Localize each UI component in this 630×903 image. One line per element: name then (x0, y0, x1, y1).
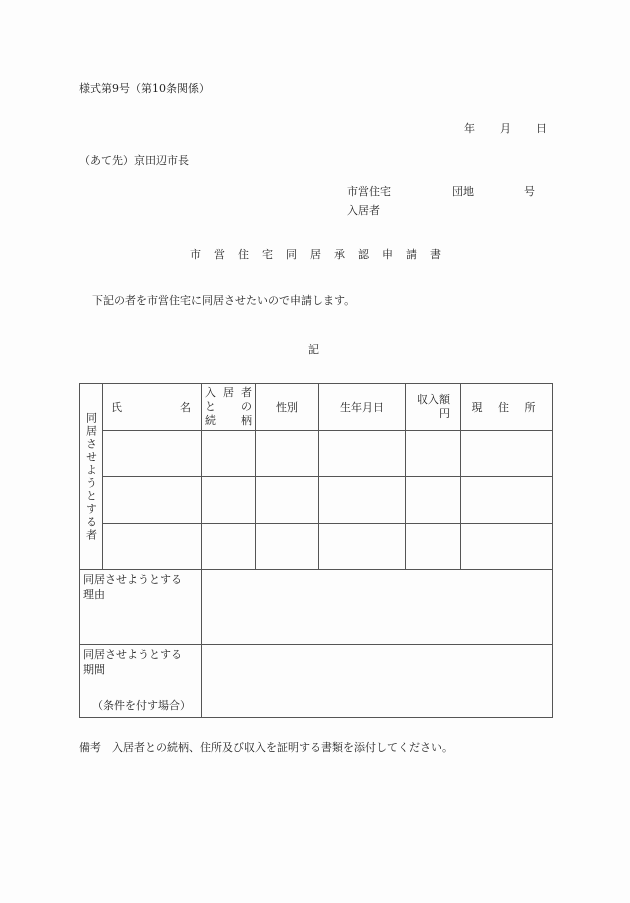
rel-char: 者 (241, 386, 252, 399)
unit-label: 号 (524, 185, 535, 198)
side-label-cell (80, 384, 103, 570)
name-input[interactable] (103, 524, 202, 570)
header-address: 現 住 所 (461, 384, 553, 431)
relation-input[interactable] (202, 477, 256, 524)
date-year-label: 年 (464, 122, 475, 135)
header-gender: 性別 (256, 384, 319, 431)
period-label-line1: 同居させようとする (83, 648, 182, 661)
period-label-line2: 期間 (83, 663, 105, 676)
income-unit: 円 (439, 407, 450, 420)
period-note: （条件を付す場合） (92, 699, 191, 712)
header-name-left: 氏 (111, 401, 122, 414)
name-input[interactable] (103, 431, 202, 477)
relation-input[interactable] (202, 431, 256, 477)
form-number: 様式第9号（第10条関係） (79, 82, 210, 95)
addressee: （あて先）京田辺市長 (79, 154, 189, 167)
date-month-label: 月 (500, 122, 511, 135)
header-birthdate: 生年月日 (319, 384, 406, 431)
header-relation (202, 384, 256, 431)
side-label: 同居させようとする者 (84, 411, 98, 542)
resident-label: 入居者 (347, 204, 380, 217)
birthdate-input[interactable] (319, 524, 406, 570)
rel-char: 柄 (241, 414, 252, 427)
date-day-label: 日 (536, 122, 547, 135)
cohabitant-table (79, 383, 553, 718)
table-row (80, 524, 553, 570)
address-input[interactable] (461, 524, 553, 570)
birthdate-input[interactable] (319, 477, 406, 524)
ki-heading: 記 (308, 343, 319, 356)
rel-char: 居 (223, 386, 234, 399)
relation-input[interactable] (202, 524, 256, 570)
rel-char: と (205, 400, 216, 413)
income-label: 収入額 (417, 393, 450, 406)
header-income (406, 384, 461, 431)
birthdate-input[interactable] (319, 431, 406, 477)
income-input[interactable] (406, 524, 461, 570)
period-input[interactable] (202, 645, 553, 718)
reason-input[interactable] (202, 570, 553, 645)
housing-label: 市営住宅 (347, 185, 391, 198)
table-row (80, 477, 553, 524)
complex-label: 団地 (452, 185, 474, 198)
rel-char: 入 (205, 386, 216, 399)
remarks: 備考 入居者との続柄、住所及び収入を証明する書類を添付してください。 (79, 741, 453, 754)
address-input[interactable] (461, 477, 553, 524)
header-name-right: 名 (180, 401, 191, 414)
table-row (80, 431, 553, 477)
rel-char: の (241, 400, 252, 413)
gender-input[interactable] (256, 431, 319, 477)
page-title: 市営住宅同居承認申請書 (190, 248, 454, 261)
name-input[interactable] (103, 477, 202, 524)
header-name (103, 384, 202, 431)
address-input[interactable] (461, 431, 553, 477)
rel-char: 続 (205, 414, 216, 427)
period-row (80, 645, 553, 718)
header-row (80, 384, 553, 431)
reason-label-cell (80, 570, 202, 645)
reason-label-line2: 理由 (83, 588, 105, 601)
reason-row (80, 570, 553, 645)
income-input[interactable] (406, 477, 461, 524)
income-input[interactable] (406, 431, 461, 477)
period-label-cell (80, 645, 202, 718)
reason-label-line1: 同居させようとする (83, 573, 182, 586)
intro-text: 下記の者を市営住宅に同居させたいので申請します。 (92, 294, 356, 307)
gender-input[interactable] (256, 477, 319, 524)
gender-input[interactable] (256, 524, 319, 570)
